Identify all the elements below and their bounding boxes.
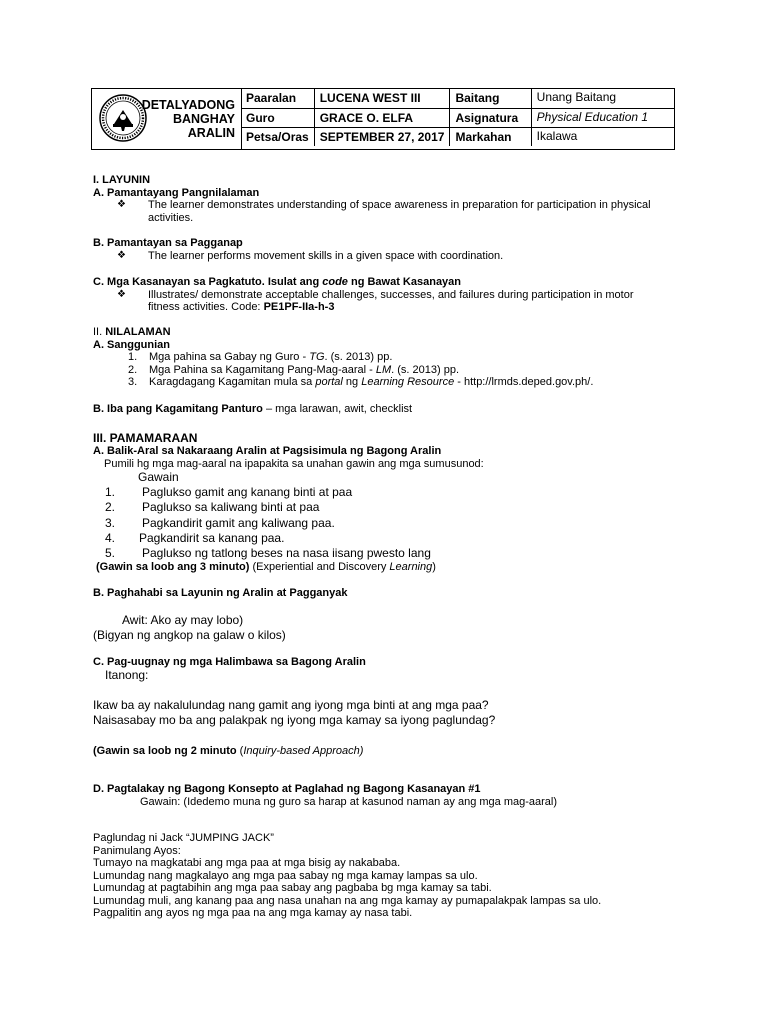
value-petsa: SEPTEMBER 27, 2017 <box>314 127 450 146</box>
label-guro: Guro <box>241 108 314 127</box>
label-baitang: Baitang <box>450 89 531 108</box>
diamond-bullet-icon: ❖ <box>117 199 126 210</box>
activity-step: Lumundag at pagtabihin ang mga paa sabay ang pagbaba bg mga kamay sa tabi. <box>93 882 492 894</box>
subsection-title: B. Pamantayan sa Pagganap <box>93 237 243 249</box>
list-item: 3. Karagdagang Kagamitan mula sa portal ng Learning Resource - http://lrmds.deped.gov.ph/. <box>128 376 594 388</box>
table-row <box>241 127 674 146</box>
time-note <box>93 561 693 574</box>
instruction-text: Pumili hg mga mag-aaral na ipapakita sa unahan gawin ang mga sumusunod: <box>104 457 484 470</box>
label-paaralan: Paaralan <box>241 89 314 108</box>
bullet-text: fitness activities. Code: PE1PF-IIa-h-3 <box>148 301 335 313</box>
section-paghahabi <box>93 587 693 600</box>
list-item: 4. Pagkandirit sa kanang paa. <box>105 530 285 545</box>
activity-title: Paglundag ni Jack “JUMPING JACK” <box>93 832 274 844</box>
diamond-bullet-icon: ❖ <box>117 249 126 261</box>
note-text: (Gawin sa loob ang 3 minuto) (Experiential and Discovery Learning) <box>96 561 436 573</box>
section-layunin <box>93 174 693 224</box>
section-kasanayan <box>93 276 693 314</box>
section-heading: II. NILALAMAN <box>93 326 171 338</box>
table-row <box>241 89 674 108</box>
competency-code: PE1PF-IIa-h-3 <box>263 301 335 313</box>
section-iba-pang-kagamitan <box>93 403 693 416</box>
label-petsa: Petsa/Oras <box>241 127 314 146</box>
value-markahan: Ikalawa <box>531 127 674 146</box>
song-note: (Bigyan ng angkop na galaw o kilos) <box>93 628 286 643</box>
subsection-title: A. Pamantayang Pangnilalaman <box>93 186 260 199</box>
label-asignatura: Asignatura <box>450 108 531 127</box>
question-text: Naisasabay mo ba ang palakpak ng iyong mga kamay sa iyong paglundag? <box>93 713 496 728</box>
list-item: 3. Pagkandirit gamit ang kaliwang paa. <box>105 515 335 530</box>
awit-block <box>93 613 693 643</box>
header-table <box>91 88 675 150</box>
time-note <box>93 745 693 758</box>
gawain-label: Gawain <box>138 470 179 484</box>
list-item: 2. Paglukso sa kaliwang binti at paa <box>105 500 320 515</box>
subsection-title: B. Iba pang Kagamitang Panturo – mga larawan, awit, checklist <box>93 403 413 415</box>
gawain-list <box>93 470 693 561</box>
subsection-title: D. Pagtalakay ng Bagong Konsepto at Paglahad ng Bagong Kasanayan #1 <box>93 783 481 795</box>
note-text: (Gawin sa loob ng 2 minuto (Inquiry-based Approach) <box>93 745 364 757</box>
section-pagtalakay <box>93 783 693 808</box>
subsection-title: B. Paghahabi sa Layunin ng Aralin at Pagganyak <box>93 587 348 599</box>
question-text: Ikaw ba ay nakalulundag nang gamit ang iyong mga binti at ang mga paa? <box>93 698 489 712</box>
list-item: 1. Mga pahina sa Gabay ng Guro - TG. (s. 2013) pp. <box>128 351 393 363</box>
document-title: DETALYADONG BANGHAY ARALIN <box>141 98 235 140</box>
activity-step: Pagpalitin ang ayos ng mga paa na ang mga kamay ay nasa tabi. <box>93 907 413 919</box>
activity-step: Lumundag muli, ang kanang paa ang nasa unahan na ang mga kamay ay pumapalakpak lampas sa ulo. <box>93 894 602 907</box>
subsection-title: A. Balik-Aral sa Nakaraang Aralin at Pagsisimula ng Bagong Aralin <box>93 445 442 457</box>
diamond-bullet-icon: ❖ <box>117 288 126 300</box>
activity-step: Lumundag nang magkalayo ang mga paa sabay ng mga kamay lampas sa ulo. <box>93 869 478 882</box>
itanong-block <box>93 668 693 683</box>
header-info-table <box>241 89 674 146</box>
bullet-text: activities. <box>148 211 194 224</box>
questions <box>93 698 693 728</box>
jumping-jack-block <box>93 832 693 920</box>
section-pamamaraan <box>93 431 693 470</box>
section-pagganap <box>93 237 693 262</box>
subsection-title: A. Sanggunian <box>93 338 170 351</box>
activity-step: Panimulang Ayos: <box>93 844 181 857</box>
subsection-title: C. Mga Kasanayan sa Pagkatuto. Isulat ang code ng Bawat Kasanayan <box>93 276 462 288</box>
subsection-title: C. Pag-uugnay ng mga Halimbawa sa Bagong Aralin <box>93 656 366 668</box>
school-seal-icon <box>98 93 148 143</box>
song-title: Awit: Ako ay may lobo) <box>122 613 244 627</box>
section-nilalaman <box>93 326 693 389</box>
list-item: 5. Paglukso ng tatlong beses na nasa iisang pwesto lang <box>105 546 431 561</box>
section-heading: I. LAYUNIN <box>93 174 151 186</box>
bullet-text: The learner performs movement skills in a given space with coordination. <box>148 249 504 262</box>
table-row <box>241 108 674 127</box>
list-item <box>93 289 693 314</box>
list-item: 1. Paglukso gamit ang kanang binti at paa <box>105 485 353 500</box>
list-item: 2. Mga Pahina sa Kagamitang Pang-Mag-aaral - LM. (s. 2013) pp. <box>128 363 460 376</box>
value-paaralan: LUCENA WEST III <box>314 89 450 108</box>
bullet-text: The learner demonstrates understanding of space awareness in preparation for participation in physical <box>148 199 651 211</box>
value-baitang: Unang Baitang <box>531 89 674 108</box>
itanong-label: Itanong: <box>105 668 149 682</box>
activity-step: Tumayo na magkatabi ang mga paa at mga bisig ay nakababa. <box>93 857 401 869</box>
section-heading: III. PAMAMARAAN <box>93 431 198 445</box>
value-guro: GRACE O. ELFA <box>314 108 450 127</box>
header-logo-cell <box>92 89 242 149</box>
list-item <box>93 199 693 224</box>
bullet-text: Illustrates/ demonstrate acceptable challenges, successes, and failures during participation in motor <box>148 288 634 301</box>
label-markahan: Markahan <box>450 127 531 146</box>
list-item <box>93 250 693 263</box>
gawain-text: Gawain: (Idedemo muna ng guro sa harap at kasunod naman ay ang mga mag-aaral) <box>140 795 558 808</box>
value-asignatura: Physical Education 1 <box>531 108 674 127</box>
section-paguugnay <box>93 656 693 669</box>
